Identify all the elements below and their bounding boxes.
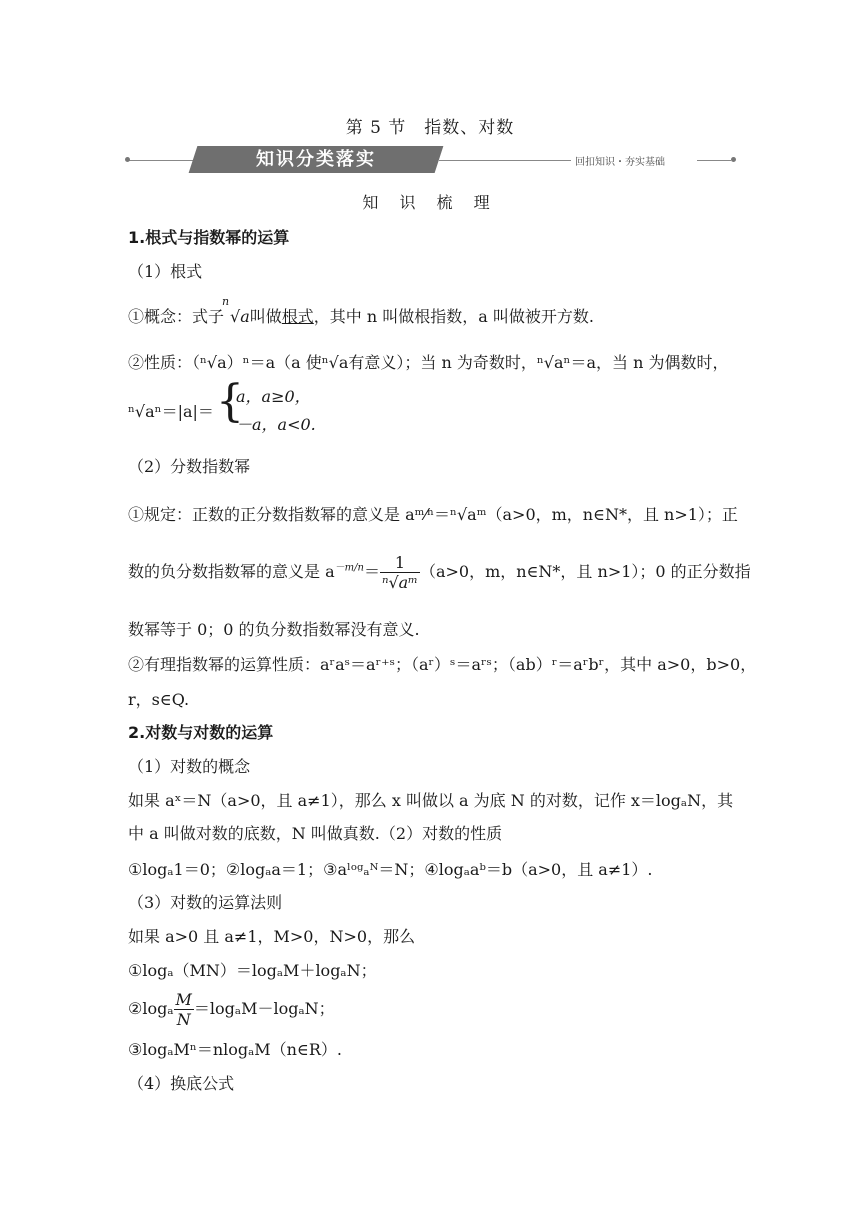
concept-term: 根式 [281,307,314,326]
concept-line [128,295,594,327]
rule-line-2-suffix: （a>0，m，n∈N*，且 n>1）；0 的正分数指 [419,562,751,581]
ops-line-2: r，s∈Q. [128,690,190,709]
concept-mid: 叫做 [249,307,282,326]
subheading-radical: （1）根式 [128,262,203,281]
banner-label: 知识分类落实 [256,149,376,170]
banner-left-dot [125,157,130,162]
heading-radicals: 1.根式与指数幂的运算 [128,228,290,247]
banner-right-line [697,160,731,161]
negative-exponent: －m/n [334,562,364,574]
banner-mid-line [439,160,571,161]
concept-rest: ，其中 n 叫做根指数，a 叫做被开方数. [313,307,594,326]
quotient-fraction [174,990,194,1029]
log-rule-product: ①logₐ（MN）＝logₐM＋logₐN； [128,961,377,980]
subheading-change-base: （4）换底公式 [128,1074,235,1093]
quotient-numerator: M [175,990,192,1009]
ops-line-1: ②有理指数幂的运算性质：aʳaˢ＝aʳ⁺ˢ；（aʳ）ˢ＝aʳˢ；（ab）ʳ＝aʳbʳ，其中 a>0，b>0， [128,655,757,674]
quotient-suffix: ＝logₐM－logₐN； [193,999,335,1018]
section-banner [125,143,737,173]
quotient-denominator: N [176,1010,191,1029]
banner-right-dot [731,157,736,162]
subheading-log-concept: （1）对数的概念 [128,757,251,776]
log-properties: ①logₐ1＝0；②logₐa＝1；③aˡᵒᵍₐᴺ＝N；④logₐaᵇ＝b（a>0，且 a≠1）. [128,860,653,879]
subheading-fractional: （2）分数指数幂 [128,457,251,476]
log-condition: 如果 a>0 且 a≠1，M>0，N>0，那么 [128,927,416,946]
rule-line-2: 数的负分数指数幂的意义是 $a^{-m/n}=$ $\frac{1}{\text{ⁿ√aᵐ}}$ （a>0，m，n∈N*，且 n>1）；0 的正分数指 [128,553,751,592]
heading-logarithms: 2.对数与对数的运算 [128,723,274,742]
radical-expression: n √a [222,295,250,326]
log-definition-line-1: 如果 aˣ＝N（a>0，且 a≠1），那么 x 叫做以 a 为底 N 的对数，记作 x＝logₐN，其 [128,791,734,810]
fraction-denominator: ⁿ√aᵐ [381,573,418,592]
fraction-numerator: 1 [380,553,420,573]
case-negative: －a，a<0. [236,415,316,434]
log-rule-power: ③logₐMⁿ＝nlogₐM（n∈R）. [128,1040,342,1059]
brace-symbol: { [216,376,244,427]
banner-left-line [129,160,199,161]
piecewise-prefix: ⁿ√aⁿ＝|a|＝ [128,402,214,421]
radicand: a [240,307,250,326]
rule-line-1: ①规定：正数的正分数指数幂的意义是 aᵐ⁄ⁿ＝ⁿ√aᵐ（a>0，m，n∈N*，且 n>1）；正 [128,505,738,524]
rule-line-2-prefix: 数的负分数指数幂的意义是 a [128,562,335,581]
reciprocal-fraction [380,553,420,592]
concept-prefix: ①概念：式子 [128,307,225,326]
property-line-1: ②性质：（ⁿ√a）ⁿ＝a（a 使ⁿ√a有意义）；当 n 为奇数时，ⁿ√aⁿ＝a，当 n 为偶数时， [128,353,729,372]
log-rule-quotient [128,990,335,1029]
page-title: 第 5 节 指数、对数 [345,118,515,138]
radical-index: n [222,295,230,308]
rule-line-3: 数幂等于 0；0 的负分数指数幂没有意义. [128,620,420,639]
quotient-prefix: ②logₐ [128,999,174,1018]
banner-right-text: 回扣知识・夯实基础 [575,157,665,168]
section-title: 知 识 梳 理 [362,193,498,212]
log-definition-line-2: 中 a 叫做对数的底数，N 叫做真数.（2）对数的性质 [128,824,503,843]
case-positive: a，a≥0， [236,387,311,406]
subheading-log-rules: （3）对数的运算法则 [128,893,283,912]
